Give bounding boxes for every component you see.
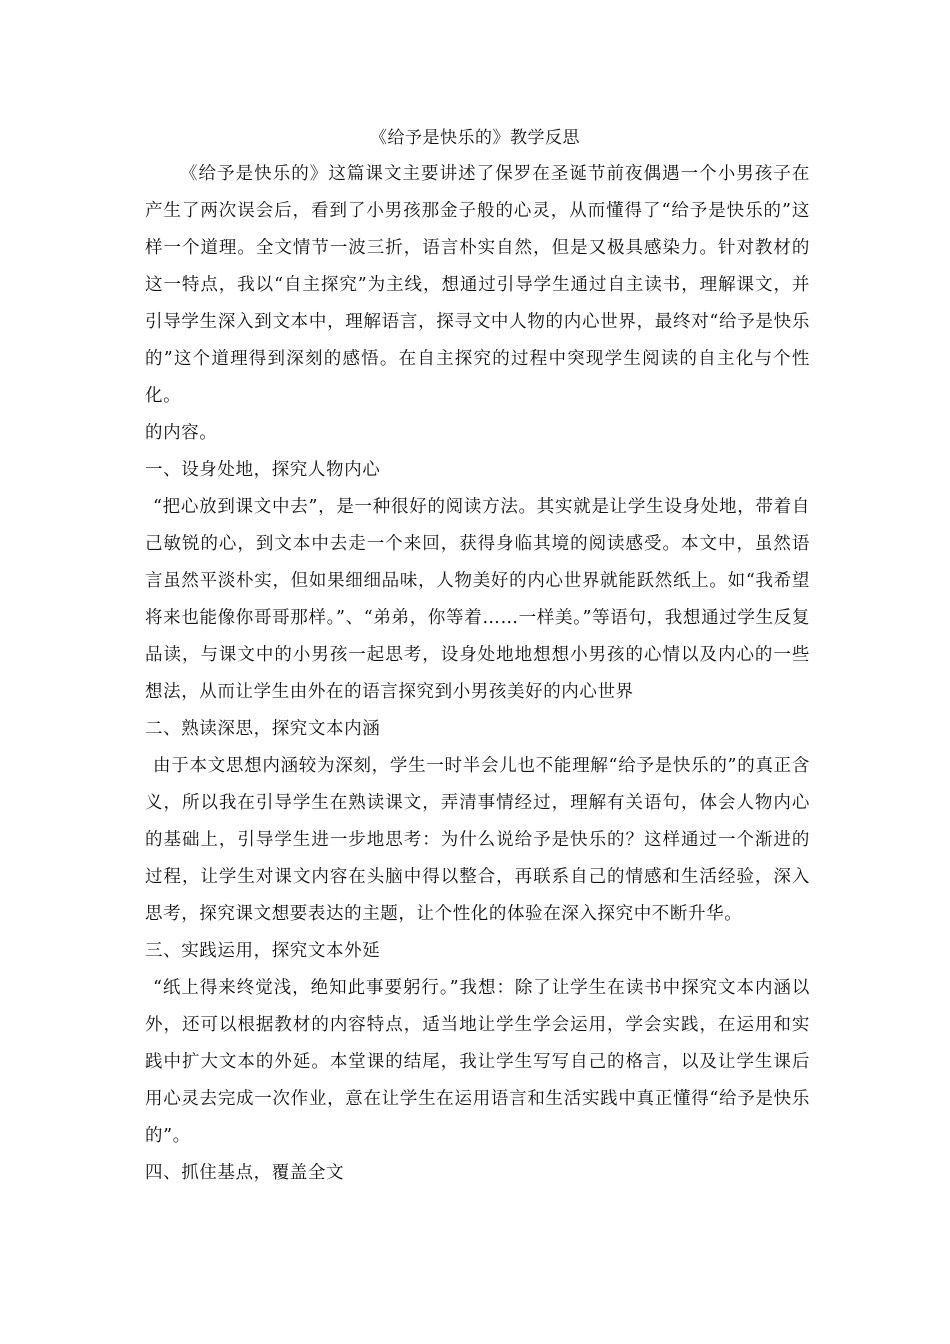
paragraph-section-1: “把心放到课文中去”，是一种很好的阅读方法。其实就是让学生设身处地，带着自己敏锐的心，到文本中去走一个来回，获得身临其境的阅读感受。本文中，虽然语言虽然平淡朴实，但如果细细品味，人物美好的内心世界就能跃然纸上。如“我希望将来也能像你哥哥那样。”、“弟弟，你等着……一样美。”等语句，我想通过学生反复品读，与课文中的小男孩一起思考，设身处地地想想小男孩的心情以及内心的一些想法，从而让学生由外在的语言探究到小男孩美好的内心世界 [145,497,810,702]
section-heading-4: 四、抓住基点，覆盖全文 [145,1163,345,1183]
section-heading-2: 二、熟读深思，探究文本内涵 [145,719,381,739]
paragraph-section-3: “纸上得来终觉浅，绝知此事要躬行。”我想：除了让学生在读书中探究文本内涵以外，还可以根据教材的内容特点，适当地让学生学会运用，学会实践，在运用和实践中扩大文本的外延。本堂课的结尾，我让学生写写自己的格言，以及让学生课后用心灵去完成一次作业，意在让学生在运用语言和生活实践中真正懂得“给予是快乐的”。 [145,978,810,1146]
paragraph-fragment: 的内容。 [145,423,218,443]
section-heading-3: 三、实践运用，探究文本外延 [145,941,381,961]
document-body [145,156,810,1192]
paragraph-section-2: 由于本文思想内涵较为深刻，学生一时半会儿也不能理解“给予是快乐的”的真正含义，所以我在引导学生在熟读课文，弄清事情经过，理解有关语句，体会人物内心的基础上，引导学生进一步地思考：为什么说给予是快乐的？这样通过一个渐进的过程，让学生对课文内容在头脑中得以整合，再联系自己的情感和生活经验，深入思考，探究课文想要表达的主题，让个性化的体验在深入探究中不断升华。 [145,756,810,924]
paragraph-intro: 《给予是快乐的》这篇课文主要讲述了保罗在圣诞节前夜偶遇一个小男孩子在产生了两次误会后，看到了小男孩那金子般的心灵，从而懂得了“给予是快乐的”这样一个道理。全文情节一波三折，语言朴实自然，但是又极具感染力。针对教材的这一特点，我以“自主探究”为主线，想通过引导学生通过自主读书，理解课文，并引导学生深入到文本中，理解语言，探寻文中人物的内心世界，最终对“给予是快乐的”这个道理得到深刻的感悟。在自主探究的过程中突现学生阅读的自主化与个性化。 [145,164,810,406]
section-heading-1: 一、设身处地，探究人物内心 [145,460,381,480]
document-title: 《给予是快乐的》教学反思 [370,128,580,148]
